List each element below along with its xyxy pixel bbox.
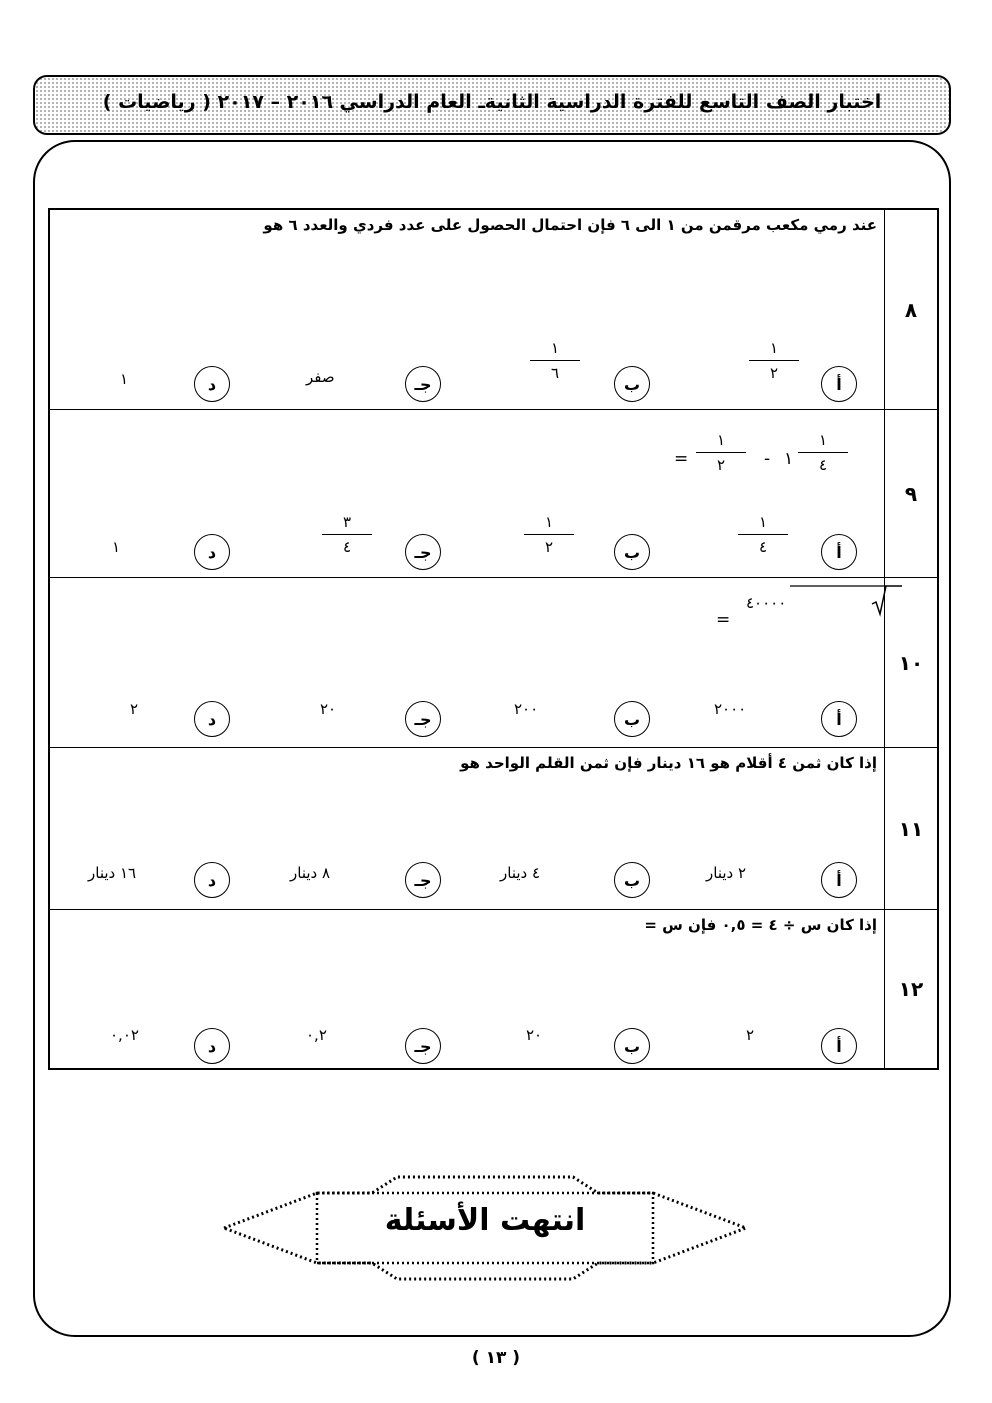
stem-equals: = [716,610,731,630]
option-value-a: ٢ دينار [706,864,747,882]
option-value-a: ٢٠٠٠ [714,700,747,718]
option-fraction-b: ١ ٢ [524,512,574,557]
end-banner [222,1173,748,1283]
option-value-c: ٨ دينار [290,864,331,882]
option-letter-a[interactable]: أ [821,862,857,898]
stem-whole: ١ [784,449,794,469]
option-letter-a[interactable]: أ [821,701,857,737]
option-value-d: ٠,٠٢ [110,1026,139,1044]
option-value-d: ١ [112,538,121,556]
option-value-b: ٢٠ [526,1026,543,1044]
option-value-d: ١ [120,370,129,388]
option-fraction-a: ١ ٤ [738,512,788,557]
option-letter-d[interactable]: د [194,862,230,898]
question-number: ١٢ [884,910,937,1068]
questions-table [48,208,939,1070]
question-number: ٨ [884,210,937,409]
option-letter-b[interactable]: ب [614,534,650,570]
option-value-d: ٢ [130,700,139,718]
square-root-icon [790,584,906,618]
option-letter-b[interactable]: ب [614,701,650,737]
question-number: ١١ [884,748,937,909]
question-row-12 [50,910,937,1068]
option-value-a: ٢ [746,1026,755,1044]
option-value-d: ١٦ دينار [88,864,137,882]
option-letter-b[interactable]: ب [614,366,650,402]
option-value-b: ٤ دينار [500,864,541,882]
stem-equals: = [674,449,689,469]
option-letter-a[interactable]: أ [821,366,857,402]
question-row-8 [50,210,937,410]
question-stem: إذا كان س ÷ ٤ = ٠,٥ فإن س = [644,916,877,934]
option-letter-c[interactable]: جـ [405,862,441,898]
option-letter-c[interactable]: جـ [405,701,441,737]
page-number: ( ١٣ ) [471,1348,521,1368]
option-letter-c[interactable]: جـ [405,366,441,402]
page-title: اختبار الصف التاسع للفترة الدراسية الثانيةـ العام الدراسي ٢٠١٦ – ٢٠١٧ ( رياضيات ) [102,91,882,113]
question-row-9 [50,410,937,578]
stem-minus: - [764,449,771,469]
option-letter-a[interactable]: أ [821,1028,857,1064]
option-value-c: ٢٠ [320,700,337,718]
option-letter-c[interactable]: جـ [405,534,441,570]
question-row-11 [50,748,937,910]
option-letter-d[interactable]: د [194,701,230,737]
stem-fraction-1: ١ ٤ [798,430,848,475]
option-value-c: ٠,٢ [306,1026,327,1044]
option-letter-a[interactable]: أ [821,534,857,570]
stem-fraction-2: ١ ٢ [696,430,746,475]
question-number: ٩ [884,410,937,577]
question-stem: إذا كان ثمن ٤ أقلام هو ١٦ دينار فإن ثمن القلم الواحد هو [460,754,877,772]
option-letter-d[interactable]: د [194,534,230,570]
option-letter-d[interactable]: د [194,366,230,402]
option-value-c: صفر [306,368,335,386]
question-stem: عند رمي مكعب مرقمن من ١ الى ٦ فإن احتمال الحصول على عدد فردي والعدد ٦ هو [263,216,877,234]
radicand: ٤٠٠٠٠ [746,594,787,612]
option-fraction-b: ١ ٦ [530,338,580,383]
option-fraction-a: ١ ٢ [749,338,799,383]
option-value-b: ٢٠٠ [514,700,539,718]
question-row-10 [50,578,937,748]
option-letter-c[interactable]: جـ [405,1028,441,1064]
option-letter-b[interactable]: ب [614,862,650,898]
option-fraction-c: ٣ ٤ [322,512,372,557]
option-letter-d[interactable]: د [194,1028,230,1064]
question-number: ١٠ [884,578,937,747]
header-box [33,75,951,135]
end-text: انتهت الأسئلة [384,1203,586,1238]
option-letter-b[interactable]: ب [614,1028,650,1064]
